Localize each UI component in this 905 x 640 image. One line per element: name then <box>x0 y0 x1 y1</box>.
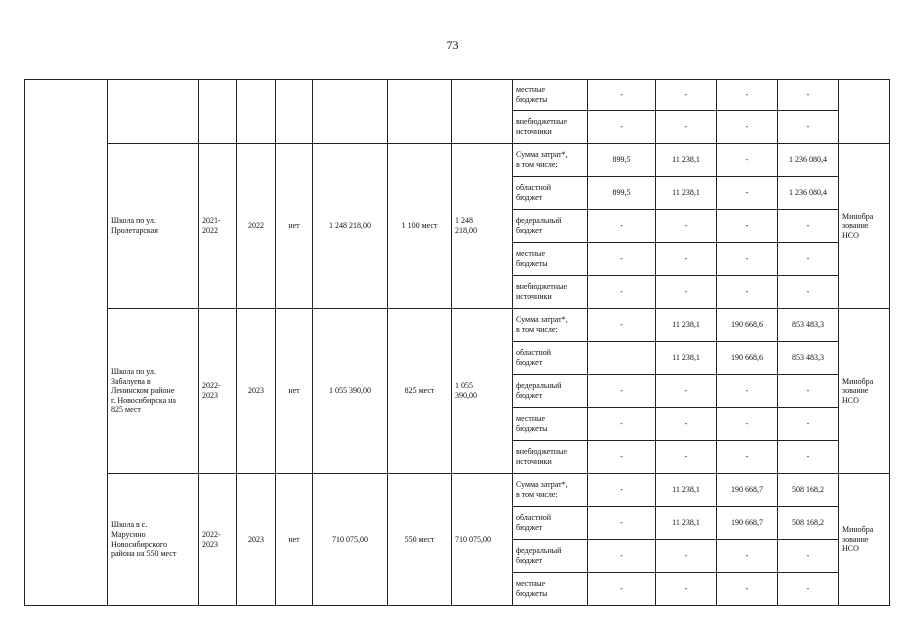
cost-cell: 710 075,00 <box>313 474 388 606</box>
blank-name-cell <box>108 80 199 144</box>
value-cell: - <box>717 80 778 111</box>
source-label: местные бюджеты <box>513 243 588 276</box>
value-cell: - <box>717 573 778 606</box>
value-cell: - <box>656 276 717 309</box>
capacity-cell: 825 мест <box>388 309 452 474</box>
value-cell: - <box>588 441 656 474</box>
value-cell: - <box>588 309 656 342</box>
value-cell: 11 238,1 <box>656 177 717 210</box>
value-cell: - <box>778 408 839 441</box>
object-name: Школа по ул. Пролетарская <box>108 144 199 309</box>
object-name: Школа в с. Марусино Новосибирского района на 550 мест <box>108 474 199 606</box>
blank-org-cell <box>839 80 890 144</box>
value-cell: - <box>717 441 778 474</box>
table-row <box>25 80 890 111</box>
value-cell: - <box>588 573 656 606</box>
value-cell: - <box>588 276 656 309</box>
value-cell: - <box>717 144 778 177</box>
value-cell: 190 668,6 <box>717 342 778 375</box>
blank-flag-cell <box>276 80 313 144</box>
responsible-org: Минобра зование НСО <box>839 309 890 474</box>
value-cell: - <box>717 243 778 276</box>
value-cell: - <box>717 540 778 573</box>
value-cell: - <box>588 375 656 408</box>
period-cell: 2022- 2023 <box>199 309 237 474</box>
value-cell: 899,5 <box>588 144 656 177</box>
value-cell: - <box>588 111 656 144</box>
value-cell <box>588 342 656 375</box>
source-label: областной бюджет <box>513 507 588 540</box>
value-cell: - <box>656 573 717 606</box>
table-body <box>25 80 890 606</box>
value-cell: - <box>588 408 656 441</box>
capacity-cell: 1 100 мест <box>388 144 452 309</box>
value-cell: - <box>588 80 656 111</box>
value-cell: 508 168,2 <box>778 507 839 540</box>
value-cell: - <box>717 111 778 144</box>
value-cell: - <box>588 507 656 540</box>
value-cell: - <box>656 111 717 144</box>
source-label: местные бюджеты <box>513 573 588 606</box>
value-cell: 11 238,1 <box>656 474 717 507</box>
value-cell: - <box>656 540 717 573</box>
value-cell: - <box>778 441 839 474</box>
value-cell: - <box>717 210 778 243</box>
capacity-cell: 550 мест <box>388 474 452 606</box>
value-cell: - <box>656 243 717 276</box>
flag-cell: нет <box>276 474 313 606</box>
value-cell: 1 236 080,4 <box>778 177 839 210</box>
period-cell: 2022- 2023 <box>199 474 237 606</box>
value-cell: - <box>778 243 839 276</box>
value-cell: 11 238,1 <box>656 342 717 375</box>
value-cell: 11 238,1 <box>656 309 717 342</box>
source-label: областной бюджет <box>513 177 588 210</box>
value-cell: 190 668,7 <box>717 507 778 540</box>
blank-cost2-cell <box>452 80 513 144</box>
budget-table <box>24 79 890 606</box>
blank-cost-cell <box>313 80 388 144</box>
source-label: федеральный бюджет <box>513 540 588 573</box>
cost-cell: 1 055 390,00 <box>313 309 388 474</box>
value-cell: 1 236 080,4 <box>778 144 839 177</box>
table-row <box>25 474 890 507</box>
value-cell: - <box>717 177 778 210</box>
responsible-org: Минобра зование НСО <box>839 474 890 606</box>
value-cell: - <box>588 540 656 573</box>
value-cell: - <box>656 80 717 111</box>
value-cell: - <box>778 80 839 111</box>
value-cell: - <box>656 210 717 243</box>
value-cell: - <box>778 276 839 309</box>
source-label: областной бюджет <box>513 342 588 375</box>
cost2-cell: 1 055 390,00 <box>452 309 513 474</box>
value-cell: - <box>717 375 778 408</box>
source-label: местные бюджеты <box>513 80 588 111</box>
source-label: Сумма затрат*, в том числе: <box>513 144 588 177</box>
value-cell: 853 483,3 <box>778 309 839 342</box>
value-cell: - <box>656 441 717 474</box>
blank-year-cell <box>237 80 276 144</box>
table-row <box>25 144 890 177</box>
value-cell: - <box>656 408 717 441</box>
value-cell: - <box>778 573 839 606</box>
value-cell: 11 238,1 <box>656 144 717 177</box>
period-cell: 2021- 2022 <box>199 144 237 309</box>
cost-cell: 1 248 218,00 <box>313 144 388 309</box>
value-cell: - <box>778 111 839 144</box>
source-label: Сумма затрат*, в том числе: <box>513 309 588 342</box>
value-cell: - <box>588 210 656 243</box>
source-label: федеральный бюджет <box>513 375 588 408</box>
blank-cell <box>25 80 108 606</box>
value-cell: 899,5 <box>588 177 656 210</box>
cost2-cell: 1 248 218,00 <box>452 144 513 309</box>
source-label: внебюджетные источники <box>513 276 588 309</box>
value-cell: 190 668,6 <box>717 309 778 342</box>
value-cell: - <box>778 375 839 408</box>
value-cell: - <box>588 243 656 276</box>
value-cell: 508 168,2 <box>778 474 839 507</box>
source-label: внебюджетные источники <box>513 111 588 144</box>
cost2-cell: 710 075,00 <box>452 474 513 606</box>
value-cell: - <box>717 408 778 441</box>
source-label: внебюджетные источники <box>513 441 588 474</box>
value-cell: - <box>778 540 839 573</box>
page-number: 73 <box>446 38 459 52</box>
blank-period-cell <box>199 80 237 144</box>
source-label: федеральный бюджет <box>513 210 588 243</box>
source-label: Сумма затрат*, в том числе: <box>513 474 588 507</box>
value-cell: 853 483,3 <box>778 342 839 375</box>
year-cell: 2023 <box>237 309 276 474</box>
value-cell: - <box>588 474 656 507</box>
flag-cell: нет <box>276 144 313 309</box>
year-cell: 2022 <box>237 144 276 309</box>
year-cell: 2023 <box>237 474 276 606</box>
object-name: Школа по ул. Забалуева в Ленинском районе г. Новосибирска на 825 мест <box>108 309 199 474</box>
table-row <box>25 309 890 342</box>
value-cell: - <box>778 210 839 243</box>
value-cell: 190 668,7 <box>717 474 778 507</box>
blank-capacity-cell <box>388 80 452 144</box>
flag-cell: нет <box>276 309 313 474</box>
value-cell: - <box>656 375 717 408</box>
responsible-org: Минобра зование НСО <box>839 144 890 309</box>
value-cell: 11 238,1 <box>656 507 717 540</box>
source-label: местные бюджеты <box>513 408 588 441</box>
value-cell: - <box>717 276 778 309</box>
